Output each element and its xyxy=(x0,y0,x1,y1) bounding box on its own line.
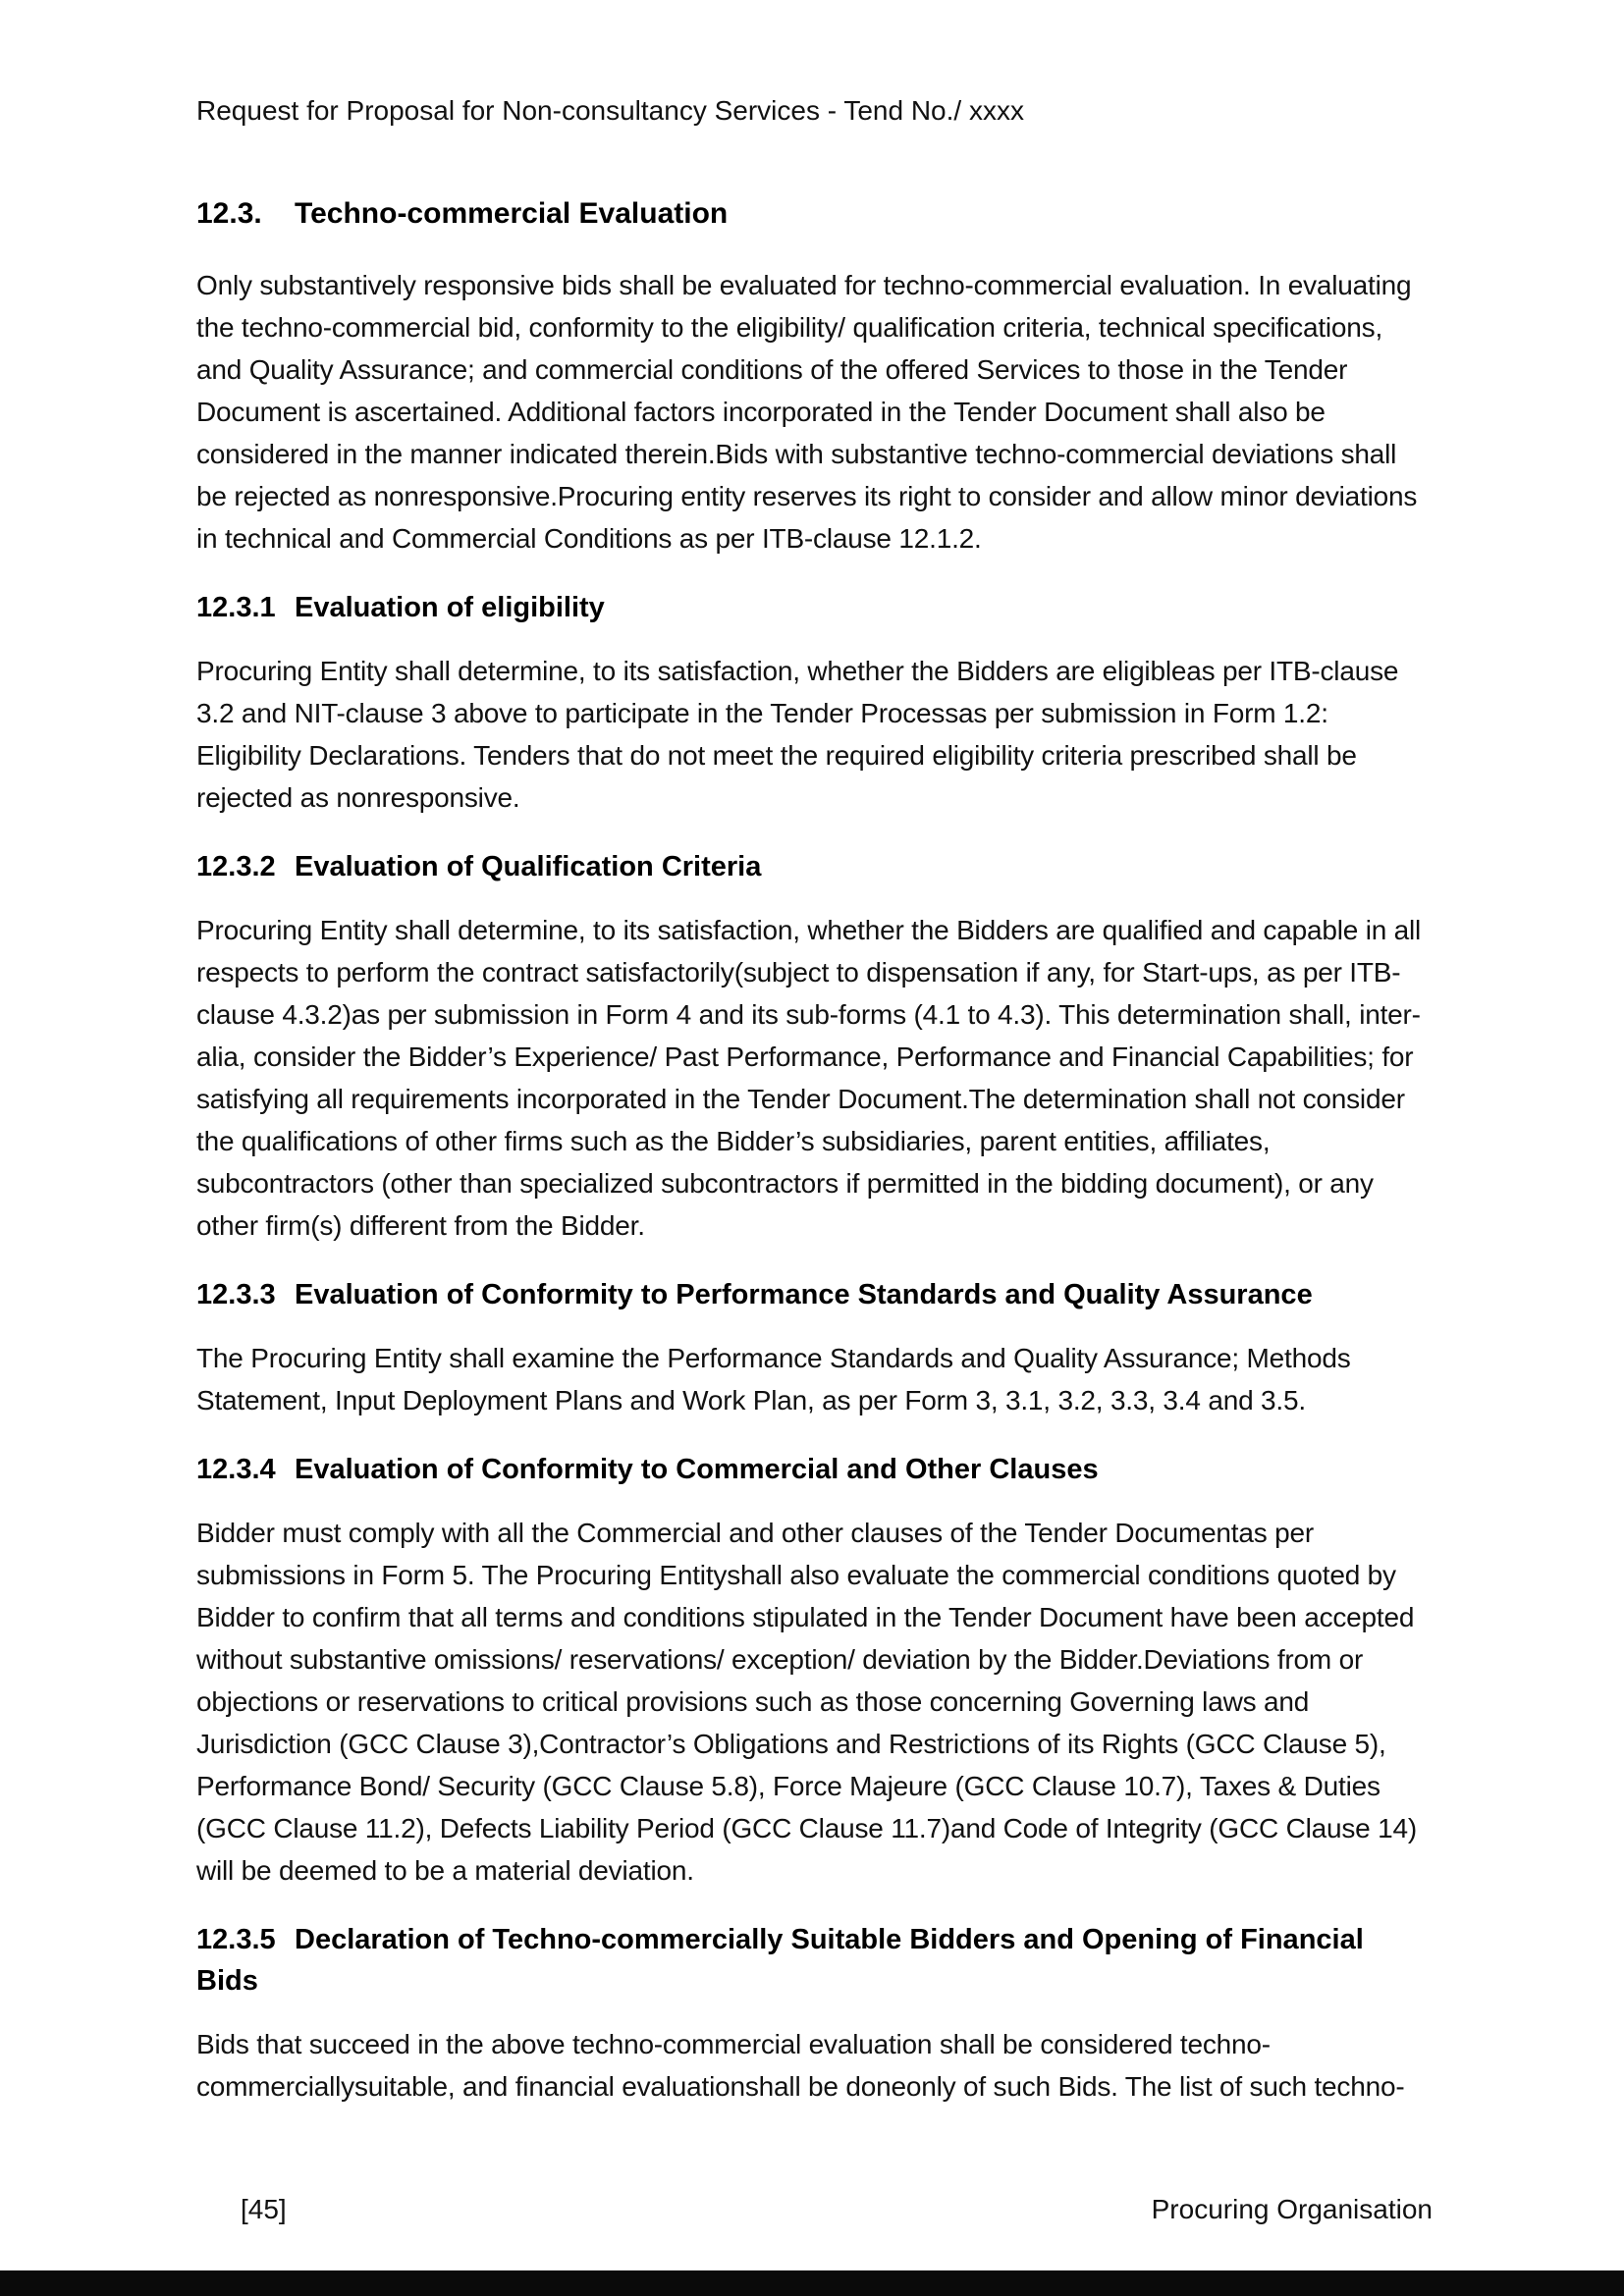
subsection-title: Evaluation of eligibility xyxy=(295,592,605,623)
page-number: [45] xyxy=(241,2194,287,2224)
subsection-number: 12.3.5 xyxy=(196,1924,276,1955)
subsection-number: 12.3.4 xyxy=(196,1454,276,1485)
subsection-paragraph-12-3-5: Bids that succeed in the above techno-commercial evaluation shall be considered techno-commerciallysuitable, and financial evaluationshall be doneonly of such Bids. The list of such techno- xyxy=(196,2029,1405,2102)
subsection-paragraph-12-3-4: Bidder must comply with all the Commercial and other clauses of the Tender Documentas per submissions in Form 5. The Procuring Entityshall also evaluate the commercial conditions quoted by Bidder to confirm that all terms and conditions stipulated in the Tender Document have been accepted without substantive omissions/ reservations/ exception/ deviation by the Bidder.Deviations from or objections or reservations to critical provisions such as those concerning Governing laws and Jurisdiction (GCC Clause 3),Contractor’s Obligations and Restrictions of its Rights (GCC Clause 5), Performance Bond/ Security (GCC Clause 5.8), Force Majeure (GCC Clause 10.7), Taxes & Duties (GCC Clause 11.2), Defects Liability Period (GCC Clause 11.7)and Code of Integrity (GCC Clause 14) will be deemed to be a material deviation. xyxy=(196,1518,1417,1886)
subsection-title: Evaluation of Conformity to Commercial and Other Clauses xyxy=(295,1454,1099,1485)
page-footer xyxy=(196,2194,1433,2225)
subsection-paragraph-12-3-1: Procuring Entity shall determine, to its satisfaction, whether the Bidders are eligibleas per ITB-clause 3.2 and NIT-clause 3 above to participate in the Tender Processas per submission in Form 1.2: Eligibility Declarations. Tenders that do not meet the required eligibility criteria prescribed shall be rejected as nonresponsive. xyxy=(196,656,1399,813)
subsection-title: Evaluation of Qualification Criteria xyxy=(295,851,762,882)
page-header xyxy=(196,93,1433,129)
subsection-heading-12-3-2 xyxy=(196,846,1433,887)
subsection-heading-12-3-1 xyxy=(196,587,1433,628)
subsection-paragraph-12-3-3: The Procuring Entity shall examine the Performance Standards and Quality Assurance; Methods Statement, Input Deployment Plans and Work Plan, as per Form 3, 3.1, 3.2, 3.3, 3.4 and 3.5. xyxy=(196,1343,1351,1415)
subsection-paragraph-12-3-2: Procuring Entity shall determine, to its satisfaction, whether the Bidders are qualified and capable in all respects to perform the contract satisfactorily(subject to dispensation if any, for Start-ups, as per ITB-clause 4.3.2)as per submission in Form 4 and its sub-forms (4.1 to 4.3). This determination shall, inter-alia, consider the Bidder’s Experience/ Past Performance, Performance and Financial Capabilities; for satisfying all requirements incorporated in the Tender Document.The determination shall not consider the qualifications of other firms such as the Bidder’s subsidiaries, parent entities, affiliates, subcontractors (other than specialized subcontractors if permitted in the bidding document), or any other firm(s) different from the Bidder. xyxy=(196,915,1422,1241)
section-number: 12.3. xyxy=(196,197,262,230)
intro-paragraph: Only substantively responsive bids shall be evaluated for techno-commercial evaluation. In evaluating the techno-commercial bid, conformity to the eligibility/ qualification criteria, technical specifications, and Quality Assurance; and commercial conditions of the offered Services to those in the Tender Document is ascertained. Additional factors incorporated in the Tender Document shall also be considered in the manner indicated therein.Bids with substantive techno-commercial deviations shall be rejected as nonresponsive.Procuring entity reserves its right to consider and allow minor deviations in technical and Commercial Conditions as per ITB-clause 12.1.2. xyxy=(196,270,1418,554)
footer-organisation: Procuring Organisation xyxy=(1151,2194,1433,2224)
subsection-number: 12.3.3 xyxy=(196,1279,276,1310)
section-title: Techno-commercial Evaluation xyxy=(295,197,729,230)
subsection-title: Evaluation of Conformity to Performance Standards and Quality Assurance xyxy=(295,1279,1313,1310)
subsection-heading-12-3-4 xyxy=(196,1449,1433,1490)
subsection-number: 12.3.2 xyxy=(196,851,276,882)
subsection-title: Declaration of Techno-commercially Suitable Bidders and Opening of Financial Bids xyxy=(196,1924,1364,1997)
header-title: Request for Proposal for Non-consultancy Services - Tend No./ xxxx xyxy=(196,95,1024,126)
section-heading-12-3 xyxy=(196,193,1433,235)
subsection-heading-12-3-5 xyxy=(196,1919,1433,2002)
subsection-heading-12-3-3 xyxy=(196,1274,1433,1315)
subsection-number: 12.3.1 xyxy=(196,592,276,623)
viewport-edge-bar xyxy=(0,2270,1624,2296)
document-content xyxy=(196,193,1433,2108)
